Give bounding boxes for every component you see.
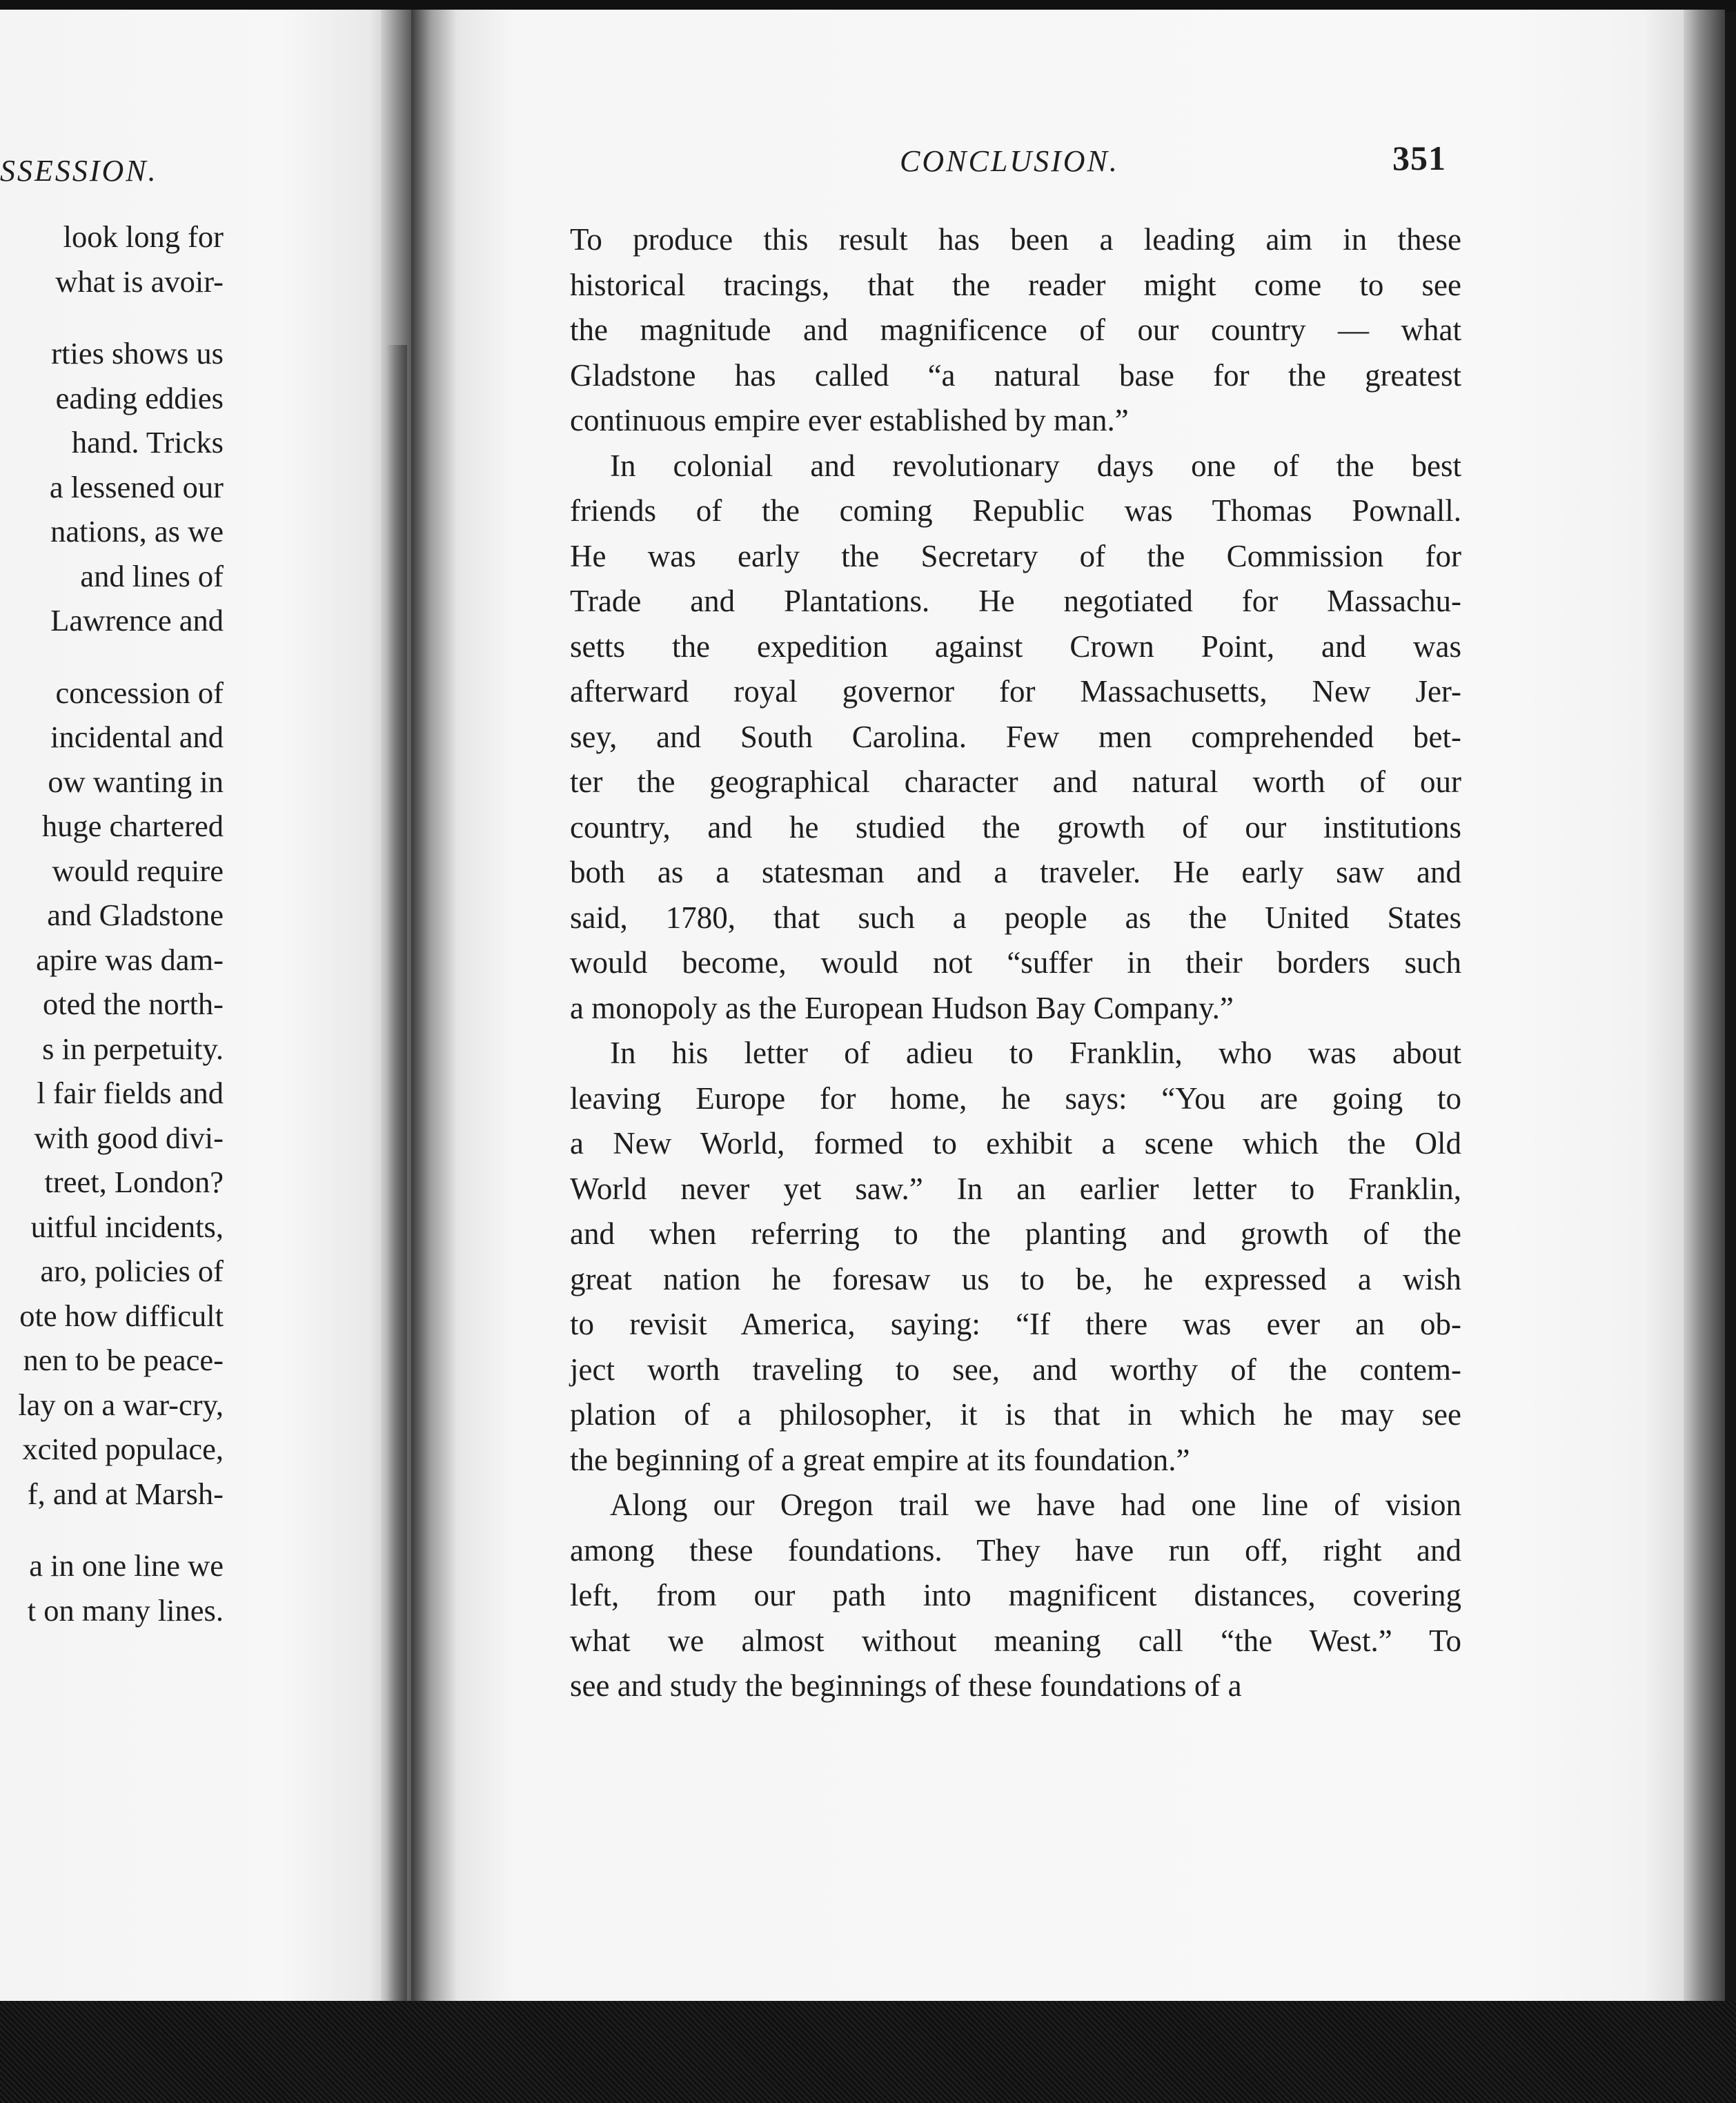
- text-line: a monopoly as the European Hudson Bay Company.”: [570, 990, 1234, 1025]
- text-line: would become, would not “suffer in their borders such: [570, 945, 1461, 980]
- left-page-text: [0, 215, 224, 1632]
- page-body-text: [570, 217, 1461, 1709]
- left-page-line: incidental and: [50, 720, 224, 754]
- left-page-line: aro, policies of: [40, 1254, 224, 1288]
- text-line: country, and he studied the growth of our institutions: [570, 809, 1461, 845]
- left-page-line: treet, London?: [44, 1165, 224, 1199]
- text-line: Gladstone has called “a natural base for the greatest: [570, 357, 1461, 393]
- text-line: plation of a philosopher, it is that in which he may see: [570, 1397, 1461, 1432]
- left-page-line: Lawrence and: [50, 603, 224, 638]
- text-line: afterward royal governor for Massachusetts, New Jer-: [570, 674, 1461, 709]
- left-page-line: s in perpetuity.: [42, 1031, 224, 1066]
- left-page-line: ote how difficult: [19, 1298, 224, 1333]
- text-line: said, 1780, that such a people as the United States: [570, 900, 1461, 935]
- text-line: historical tracings, that the reader might come to see: [570, 267, 1461, 302]
- left-page-line: rties shows us: [51, 336, 224, 371]
- left-page-line: hand. Tricks: [71, 425, 224, 460]
- running-head-title: CONCLUSION.: [900, 144, 1119, 178]
- left-page-line: t on many lines.: [27, 1592, 224, 1628]
- text-line: the beginning of a great empire at its foundation.”: [570, 1442, 1190, 1477]
- left-page-line: xcited populace,: [22, 1432, 224, 1466]
- left-page-line: uitful incidents,: [30, 1209, 224, 1244]
- left-page-line: oted the north-: [43, 987, 224, 1021]
- text-line: friends of the coming Republic was Thomas Pownall.: [570, 493, 1461, 528]
- text-line: to revisit America, saying: “If there was ever an ob-: [570, 1307, 1461, 1341]
- gutter-shadow: [386, 345, 407, 2001]
- left-page-line: eading eddies: [55, 380, 224, 415]
- text-line: Along our Oregon trail we have had one line of vision: [610, 1488, 1461, 1522]
- left-page-line: look long for: [63, 219, 224, 254]
- text-line: sey, and South Carolina. Few men comprehended bet-: [570, 719, 1461, 754]
- left-page-line: what is avoir-: [55, 264, 224, 299]
- text-line: He was early the Secretary of the Commission for: [570, 538, 1461, 573]
- text-line: Trade and Plantations. He negotiated for Massachu-: [570, 584, 1461, 618]
- text-line: see and study the beginnings of these foundations of a: [570, 1668, 1242, 1703]
- left-page-line: lay on a war-cry,: [18, 1387, 224, 1422]
- left-page-line: f, and at Marsh-: [27, 1476, 224, 1511]
- text-line: continuous empire ever established by man.”: [570, 403, 1129, 437]
- paragraph: [570, 1483, 1461, 1709]
- text-line: To produce this result has been a leading aim in these: [570, 222, 1461, 257]
- paragraph: [570, 217, 1461, 444]
- scan-background-bottom: [0, 2001, 1736, 2103]
- text-line: what we almost without meaning call “the West.” To: [570, 1623, 1461, 1658]
- left-running-head: SSESSION.: [0, 154, 158, 188]
- left-page-line: nations, as we: [50, 514, 224, 549]
- left-page-line: with good divi-: [34, 1120, 224, 1155]
- left-page-line: apire was dam-: [36, 942, 224, 977]
- text-line: ter the geographical character and natural worth of our: [570, 764, 1461, 799]
- left-page: [0, 10, 402, 2004]
- text-line: left, from our path into magnificent distances, covering: [570, 1578, 1461, 1612]
- paragraph: [570, 444, 1461, 1031]
- left-page-line: huge chartered: [41, 809, 224, 843]
- left-page-line: a in one line we: [29, 1548, 224, 1583]
- left-page-line: l fair fields and: [37, 1076, 224, 1110]
- left-page-line: ow wanting in: [48, 764, 224, 799]
- paragraph: [570, 1031, 1461, 1483]
- text-line: setts the expedition against Crown Point, and was: [570, 629, 1461, 664]
- page-number: 351: [1392, 139, 1446, 177]
- text-line: the magnitude and magnificence of our country — what: [570, 313, 1461, 347]
- text-line: both as a statesman and a traveler. He early saw and: [570, 855, 1461, 889]
- text-line: ject worth traveling to see, and worthy of the contem-: [570, 1352, 1461, 1387]
- text-line: In his letter of adieu to Franklin, who was about: [610, 1036, 1461, 1070]
- text-line: leaving Europe for home, he says: “You are going to: [570, 1080, 1461, 1116]
- text-line: a New World, formed to exhibit a scene which the Old: [570, 1126, 1461, 1161]
- left-page-line: nen to be peace-: [23, 1343, 224, 1377]
- left-page-line: concession of: [55, 675, 224, 710]
- text-line: among these foundations. They have run off, right and: [570, 1532, 1461, 1568]
- left-page-line: and Gladstone: [47, 898, 224, 932]
- page-stack-edge: [1684, 10, 1725, 2024]
- text-line: great nation he foresaw us to be, he expressed a wish: [570, 1261, 1461, 1296]
- text-line: In colonial and revolutionary days one of the best: [610, 448, 1461, 483]
- left-page-line: would require: [52, 853, 224, 888]
- text-line: and when referring to the planting and growth of the: [570, 1216, 1461, 1251]
- text-line: World never yet saw.” In an earlier letter to Franklin,: [570, 1171, 1461, 1206]
- left-page-line: and lines of: [80, 558, 224, 593]
- left-page-line: a lessened our: [49, 469, 224, 504]
